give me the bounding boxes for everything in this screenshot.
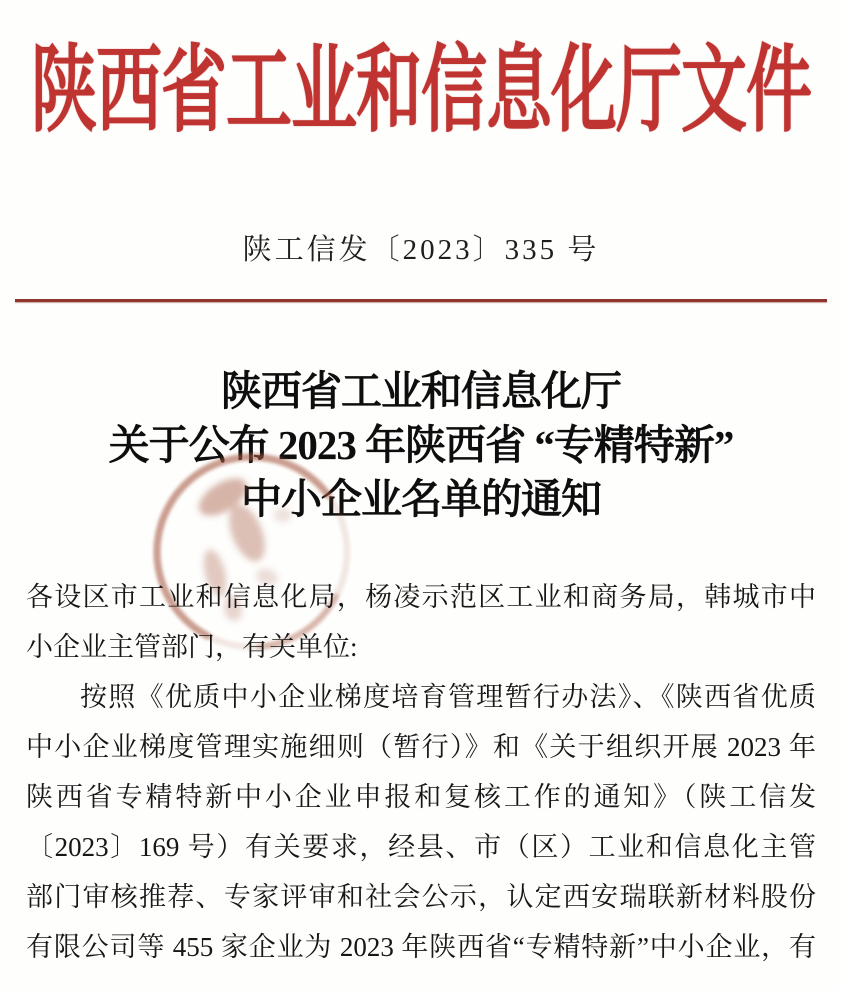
body-line: 陕西省专精特新中小企业申报和复核工作的通知》（陕工信发 <box>26 782 816 812</box>
letterhead-banner <box>0 22 842 144</box>
body-line: 有限公司等 455 家企业为 2023 年陕西省“专精特新”中小企业，有 <box>26 932 816 962</box>
body-line: 按照《优质中小企业梯度培育管理暂行办法》、《陕西省优质 <box>80 682 816 712</box>
red-divider-line <box>15 299 827 302</box>
document-title-line: 关于公布 2023 年陕西省 “专精特新” <box>108 422 734 468</box>
document-body <box>26 572 816 972</box>
body-line: 部门审核推荐、专家评审和社会公示，认定西安瑞联新材料股份 <box>26 882 816 912</box>
body-line: 小企业主管部门，有关单位: <box>26 632 358 662</box>
document-title <box>0 364 842 526</box>
body-line: 中小企业梯度管理实施细则（暂行）》和《关于组织开展 2023 年 <box>26 732 816 762</box>
letterhead-title: 陕西省工业和信息化厅文件 <box>31 38 811 144</box>
document-number: 陕工信发〔2023〕335 号 <box>242 234 600 266</box>
body-line: 各设区市工业和信息化局，杨凌示范区工业和商务局，韩城市中 <box>26 582 816 612</box>
document-title-line: 中小企业名单的通知 <box>241 476 601 522</box>
document-title-line: 陕西省工业和信息化厅 <box>221 368 621 414</box>
body-line: 〔2023〕169 号）有关要求，经县、市（区）工业和信息化主管 <box>26 832 816 862</box>
